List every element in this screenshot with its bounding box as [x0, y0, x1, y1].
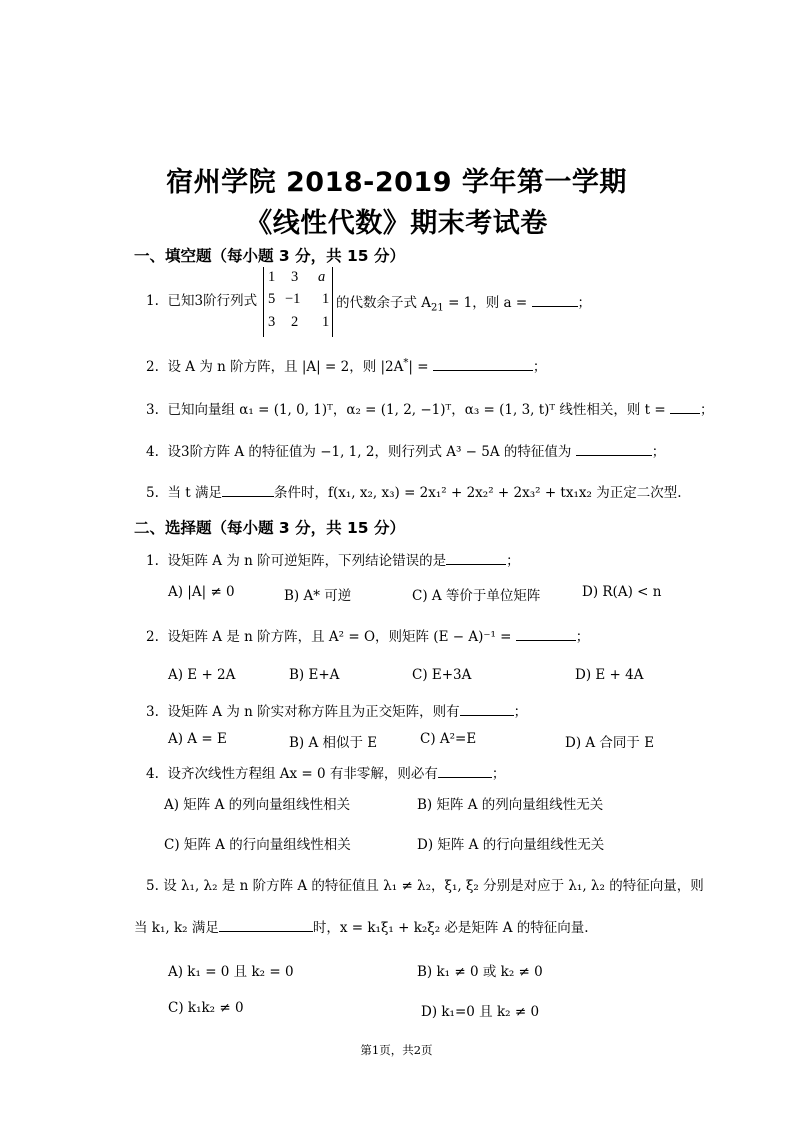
s2-q1-option-d[interactable]: D) R(A) < n: [582, 584, 662, 600]
s1-q5-text-b: 条件时，f(x₁, x₂, x₃) = 2x₁² + 2x₂² + 2x₃² + tx₁x₂ 为正定二次型.: [274, 485, 682, 501]
s1-q1-text-c: = 1，则 a =: [443, 295, 528, 311]
s2-q4-option-c[interactable]: C) 矩阵 A 的行向量组线性相关: [164, 837, 351, 853]
s2-q4-option-b[interactable]: B) 矩阵 A 的列向量组线性无关: [417, 797, 604, 813]
s1-q4-end: ；: [651, 444, 666, 460]
s2-q2-option-c[interactable]: C) E+3A: [412, 667, 472, 683]
s2-q1-text: 设矩阵 A 为 n 阶可逆矩阵，下列结论错误的是: [167, 553, 447, 569]
s1-q2-number: 2.: [146, 359, 159, 375]
s2-q5-text-line2-b: 时，x = k₁ξ₁ + k₂ξ₂ 必是矩阵 A 的特征向量.: [312, 920, 589, 936]
s2-q2-number: 2.: [146, 629, 159, 645]
section1-heading: 一、填空题（每小题 3 分，共 15 分）: [134, 247, 405, 265]
s2-q4-option-d[interactable]: D) 矩阵 A 的行向量组线性无关: [417, 837, 605, 853]
s1-q3-number: 3.: [146, 402, 159, 418]
answer-blank[interactable]: [219, 916, 313, 932]
s1-q3: [146, 398, 714, 420]
s1-q4-number: 4.: [146, 444, 159, 460]
s2-q2-option-b[interactable]: B) E+A: [289, 667, 340, 683]
s1-q1-text-a: 已知3阶行列式: [167, 293, 258, 309]
s2-q2-end: ；: [575, 629, 590, 645]
s2-q5-option-a[interactable]: A) k₁ = 0 且 k₂ = 0: [168, 964, 294, 980]
answer-blank[interactable]: [670, 398, 700, 414]
s2-q4: [146, 762, 505, 784]
s1-q2-text-a: 设 A 为 n 阶方阵，且 |A| = 2，则 |2A: [167, 359, 404, 375]
s2-q4-end: ；: [491, 766, 506, 782]
s2-q1-end: ；: [506, 553, 520, 569]
answer-blank[interactable]: [438, 762, 492, 778]
matrix-cell: 2: [291, 314, 299, 330]
s2-q4-number: 4.: [146, 766, 159, 782]
s2-q1-option-a[interactable]: A) |A| ≠ 0: [168, 584, 235, 600]
exam-title-line2: 《线性代数》期末考试卷: [245, 208, 548, 239]
s2-q2-text: 设矩阵 A 是 n 阶方阵，且 A² = O，则矩阵 (E − A)⁻¹ =: [167, 629, 512, 645]
s2-q5-line1: [146, 876, 704, 896]
section2-heading: 二、选择题（每小题 3 分，共 15 分）: [134, 519, 405, 537]
matrix-cell: −1: [285, 291, 301, 307]
answer-blank[interactable]: [446, 549, 506, 565]
s2-q1: [146, 549, 520, 571]
matrix-cell: 3: [291, 269, 299, 285]
s2-q1-number: 1.: [146, 553, 159, 569]
page-footer: 第1页，共2页: [360, 1043, 433, 1057]
s2-q1-option-c[interactable]: C) A 等价于单位矩阵: [412, 588, 541, 604]
matrix-cell: 1: [322, 291, 330, 307]
s1-q5-number: 5.: [146, 485, 159, 501]
s2-q3-option-c[interactable]: C) A²=E: [420, 731, 477, 747]
exam-title-line1: 宿州学院 2018-2019 学年第一学期: [166, 167, 627, 198]
s2-q5-text-line2-a: 当 k₁, k₂ 满足: [134, 920, 219, 936]
s2-q2-option-a[interactable]: A) E + 2A: [168, 667, 236, 683]
matrix-cell: 1: [322, 314, 330, 330]
s1-q5-text-a: 当 t 满足: [167, 485, 222, 501]
answer-blank[interactable]: [433, 355, 533, 371]
s2-q4-text: 设齐次线性方程组 Ax = 0 有非零解，则必有: [167, 766, 438, 782]
s1-q1-prefix: [146, 291, 257, 311]
determinant-matrix: [263, 267, 333, 337]
s2-q2-option-d[interactable]: D) E + 4A: [575, 667, 644, 683]
s1-q2-text-b: | =: [408, 359, 429, 375]
s2-q3-text: 设矩阵 A 为 n 阶实对称方阵且为正交矩阵，则有: [167, 704, 460, 720]
s2-q5-line2: [134, 916, 589, 938]
s1-q1-subscript: 21: [431, 302, 444, 314]
s1-q4-text: 设3阶方阵 A 的特征值为 −1, 1, 2，则行列式 A³ − 5A 的特征值为: [167, 444, 572, 460]
s1-q3-text: 已知向量组 α₁ = (1, 0, 1)ᵀ，α₂ = (1, 2, −1)ᵀ，α₃ = (1, 3, t)ᵀ 线性相关，则 t =: [167, 402, 666, 418]
answer-blank[interactable]: [532, 291, 578, 307]
s1-q4: [146, 440, 665, 462]
s2-q4-option-a[interactable]: A) 矩阵 A 的列向量组线性相关: [164, 797, 351, 813]
s2-q2: [146, 625, 589, 647]
s2-q5-number: 5.: [146, 878, 159, 894]
s2-q3-number: 3.: [146, 704, 159, 720]
s2-q3-end: ；: [513, 704, 528, 720]
s2-q3-option-d[interactable]: D) A 合同于 E: [565, 735, 655, 751]
matrix-cell: 1: [268, 269, 276, 285]
s2-q3-option-a[interactable]: A) A = E: [168, 731, 227, 747]
s2-q3-option-b[interactable]: B) A 相似于 E: [289, 735, 378, 751]
s1-q3-end: ；: [700, 402, 714, 418]
s1-q2-sup: *: [403, 357, 409, 369]
s1-q2: [146, 355, 546, 377]
matrix-cell: a: [318, 269, 326, 285]
s2-q5-text-line1: 设 λ₁, λ₂ 是 n 阶方阵 A 的特征值且 λ₁ ≠ λ₂，ξ₁, ξ₂ 分别是对应于 λ₁, λ₂ 的特征向量，则: [163, 878, 704, 894]
answer-blank[interactable]: [460, 700, 514, 716]
s1-q1-text-b: 的代数余子式 A: [336, 295, 432, 311]
s1-q1-suffix: [336, 291, 591, 313]
s1-q5: [146, 481, 682, 503]
s2-q3: [146, 700, 527, 722]
matrix-cell: 5: [268, 291, 276, 307]
s1-q2-end: ；: [532, 359, 547, 375]
answer-blank[interactable]: [516, 625, 576, 641]
s2-q5-option-d[interactable]: D) k₁=0 且 k₂ ≠ 0: [421, 1004, 540, 1020]
s2-q5-option-b[interactable]: B) k₁ ≠ 0 或 k₂ ≠ 0: [417, 964, 543, 980]
matrix-cell: 3: [268, 314, 276, 330]
s1-q1-end: ；: [577, 295, 592, 311]
s2-q1-option-b[interactable]: B) A* 可逆: [284, 588, 352, 604]
answer-blank[interactable]: [576, 440, 652, 456]
answer-blank[interactable]: [222, 481, 274, 497]
s2-q5-option-c[interactable]: C) k₁k₂ ≠ 0: [168, 1000, 244, 1016]
s1-q1-number: 1.: [146, 293, 159, 309]
